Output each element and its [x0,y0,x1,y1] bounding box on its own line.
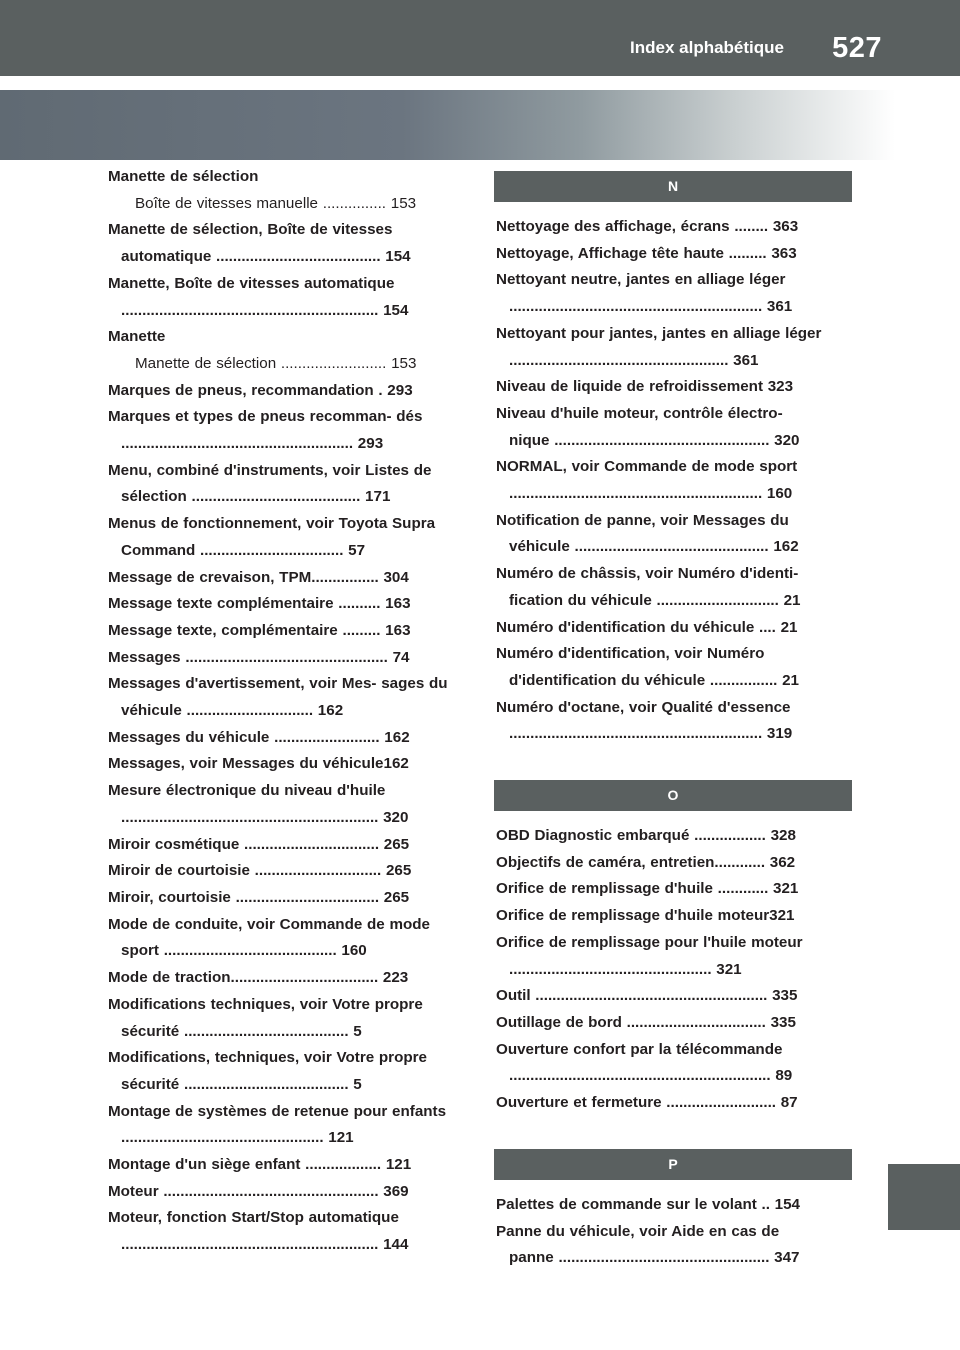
index-entry: Miroir de courtoisie .............................. 265 [108,862,412,880]
index-entry: Marques de pneus, recommandation . 293 [108,381,413,399]
index-entry: Marques et types de pneus recomman- dés ....................................................... 293 [108,408,423,453]
index-entry: Numéro d'identification, voir Numéro d'identification du véhicule ................ 21 [496,645,800,689]
index-entry: Numéro de châssis, voir Numéro d'identi- fication du véhicule ............................. 21 [496,565,801,609]
index-entry: Nettoyant pour jantes, jantes en alliage léger .................................................... 361 [496,324,822,369]
index-entry: Modifications, techniques, voir Votre propre sécurité ....................................... 5 [108,1049,428,1093]
index-subentry: Manette de sélection ......................... 153 [135,354,417,372]
index-entry: Message de crevaison, TPM................ 304 [108,568,409,586]
index-entry: Messages du véhicule ......................... 162 [108,728,410,746]
index-entry: Nettoyage, Affichage tête haute ......... 363 [496,244,797,262]
index-entry: Panne du véhicule, voir Aide en cas de panne .................................................. 347 [496,1222,800,1267]
index-entry: Orifice de remplissage d'huile moteur321 [496,907,795,925]
index-subentry: Boîte de vitesses manuelle ............... 153 [135,194,417,212]
index-entry: Outil ....................................................... 335 [496,987,798,1005]
index-entry: Niveau d'huile moteur, contrôle électro- nique ................................................... 320 [496,404,800,449]
section-header-n: N [494,171,852,202]
index-entry: Messages d'avertissement, voir Mes- sages du véhicule .............................. 162 [108,675,448,720]
chapter-thumb-tab [888,1164,960,1230]
index-column-right [496,164,826,1272]
index-entry: Montage de systèmes de retenue pour enfants ................................................ 121 [108,1102,447,1147]
index-entry: Moteur ................................................... 369 [108,1182,409,1200]
index-entry: Numéro d'octane, voir Qualité d'essence ............................................................ 319 [496,698,793,743]
index-entry: Palettes de commande sur le volant .. 154 [496,1195,800,1213]
index-entry: Modifications techniques, voir Votre propre sécurité ....................................... 5 [108,995,423,1040]
index-entry: Mode de traction................................... 223 [108,969,409,987]
index-entry: Miroir cosmétique ................................ 265 [108,835,410,853]
index-entry: Niveau de liquide de refroidissement 323 [496,378,794,396]
index-entry: Messages, voir Messages du véhicule162 [108,755,409,773]
index-entry: Manette [108,328,166,346]
index-entry: Numéro d'identification du véhicule .... 21 [496,618,798,636]
index-entry: Orifice de remplissage d'huile ............ 321 [496,880,799,898]
index-entry: Montage d'un siège enfant .................. 121 [108,1156,412,1174]
index-entry: Orifice de remplissage pour l'huile moteur ................................................ 321 [496,933,803,978]
index-entry: Manette, Boîte de vitesses automatique ............................................................. 154 [108,274,409,319]
index-entry: Ouverture et fermeture .......................... 87 [496,1094,798,1112]
index-entry: Manette de sélection, Boîte de vitesses automatique ....................................... 154 [108,221,411,266]
section-header-o: O [494,780,852,811]
index-entry: Message texte complémentaire .......... 163 [108,595,411,613]
index-entry: NORMAL, voir Commande de mode sport ............................................................ 160 [496,458,798,503]
index-entry: Moteur, fonction Start/Stop automatique ............................................................. 144 [108,1209,409,1254]
page-header-title: Index alphabétique [630,38,784,57]
index-entry: Ouverture confort par la télécommande .............................................................. 89 [496,1040,793,1085]
index-entry: OBD Diagnostic embarqué ................. 328 [496,827,796,845]
section-header-p: P [494,1149,852,1180]
index-entry: Messages ................................................ 74 [108,648,410,666]
index-entry: Nettoyage des affichage, écrans ........ 363 [496,218,799,235]
decorative-gradient-band [0,90,895,160]
index-entry: Message texte, complémentaire ......... 163 [108,621,411,639]
index-entry: Nettoyant neutre, jantes en alliage léger ............................................................ 361 [496,271,793,316]
page-number: 527 [832,32,882,64]
index-entry: Menus de fonctionnement, voir Toyota Supra Command .................................. 57 [108,515,436,559]
index-column-left [108,164,456,1259]
index-entry: Menu, combiné d'instruments, voir Listes de sélection ........................................ 171 [108,461,432,506]
index-entry: Manette de sélection [108,168,259,185]
index-entry: Objectifs de caméra, entretien............ 362 [496,853,796,871]
index-entry: Outillage de bord ................................. 335 [496,1013,796,1031]
index-entry: Notification de panne, voir Messages du véhicule .............................................. 162 [496,511,799,556]
header-bar [0,0,960,76]
index-entry: Mesure électronique du niveau d'huile ............................................................. 320 [108,782,409,826]
index-entry: Miroir, courtoisie .................................. 265 [108,888,410,906]
index-entry: Mode de conduite, voir Commande de mode sport ......................................... 160 [108,915,430,960]
